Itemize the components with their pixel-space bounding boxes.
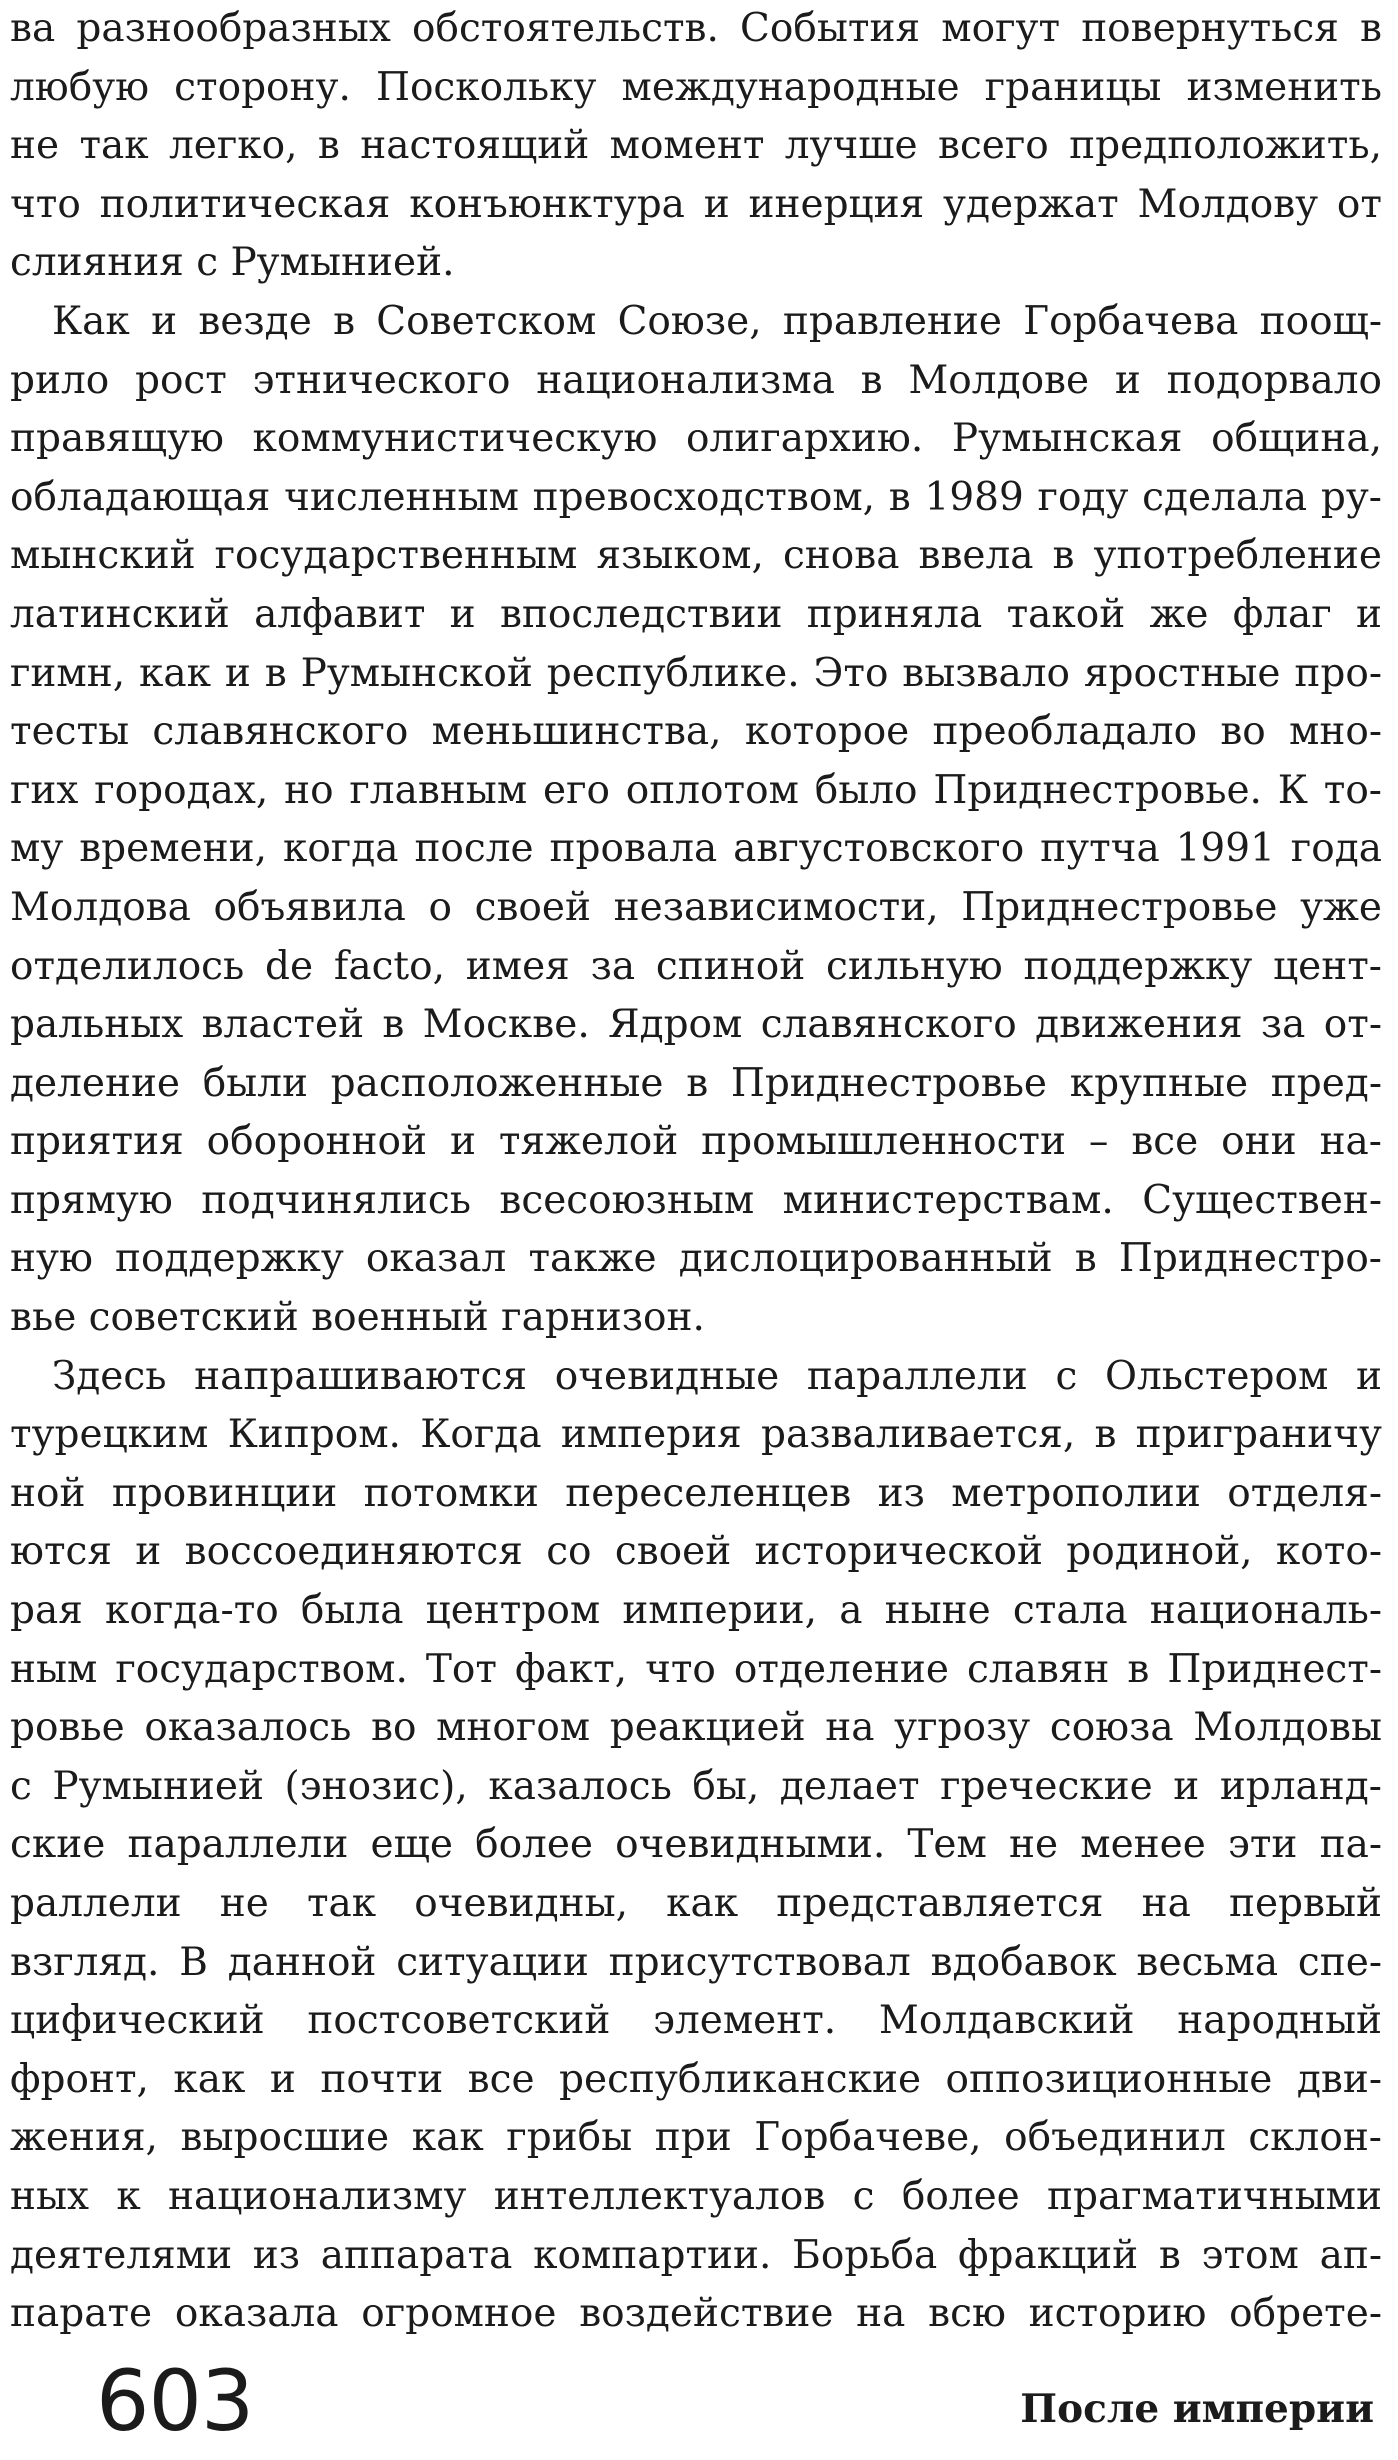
paragraph-first-line: Здесь напрашиваются очевидные параллели с Ольстером и — [52, 1353, 1382, 1399]
text-line: прямую подчинялись всесоюзным министерствам. Существен- — [10, 1177, 1382, 1223]
text-line: обладающая численным превосходством, в 1989 году сделала ру- — [10, 474, 1382, 520]
paragraph-first-line: Как и везде в Советском Союзе, правление Горбачева поощ- — [52, 298, 1382, 344]
text-line: что политическая конъюнктура и инерция удержат Молдову от — [10, 181, 1382, 227]
body-text — [10, 0, 1382, 2344]
text-line: турецким Кипром. Когда империя разваливается, в приграничу — [10, 1412, 1382, 1458]
text-line: гих городах, но главным его оплотом было Приднестровье. К то- — [10, 767, 1382, 813]
text-line: вье советский военный гарнизон. — [10, 1295, 705, 1341]
text-line: ровье оказалось во многом реакцией на угрозу союза Молдовы — [10, 1705, 1382, 1751]
text-line: правящую коммунистическую олигархию. Румынская община, — [10, 416, 1382, 462]
text-line: ным государством. Тот факт, что отделение славян в Приднест- — [10, 1646, 1382, 1692]
text-line: ские параллели еще более очевидными. Тем не менее эти па- — [10, 1822, 1382, 1868]
text-line: ную поддержку оказал также дислоцированный в Приднестро- — [10, 1236, 1382, 1282]
text-line: цифический постсоветский элемент. Молдавский народный — [10, 1998, 1382, 2044]
text-line: ных к национализму интеллектуалов с более прагматичными — [10, 2173, 1382, 2219]
text-line: фронт, как и почти все республиканские оппозиционные дви- — [10, 2056, 1382, 2102]
text-line: парате оказала огромное воздействие на всю историю обрете- — [10, 2291, 1382, 2337]
text-line: мынский государственным языком, снова ввела в употребление — [10, 533, 1382, 579]
text-line: приятия оборонной и тяжелой промышленности – все они на- — [10, 1119, 1382, 1165]
text-line: не так легко, в настоящий момент лучше всего предположить, — [10, 123, 1382, 169]
text-line: слияния с Румынией. — [10, 240, 455, 286]
text-line: ва разнообразных обстоятельств. События могут повернуться в — [10, 6, 1382, 51]
text-line: Молдова объявила о своей независимости, Приднестровье уже — [10, 884, 1382, 930]
text-line: ются и воссоединяются со своей исторической родиной, кото- — [10, 1529, 1382, 1575]
page-footer — [10, 2352, 1382, 2450]
text-line: с Румынией (энозис), казалось бы, делает греческие и ирланд- — [10, 1763, 1382, 1809]
text-line: рая когда-то была центром империи, а ныне стала националь- — [10, 1588, 1382, 1634]
text-line: тесты славянского меньшинства, которое преобладало во мно- — [10, 709, 1382, 755]
text-line: му времени, когда после провала августовского путча 1991 года — [10, 826, 1382, 872]
text-line: рило рост этнического национализма в Молдове и подорвало — [10, 357, 1382, 403]
running-title: После империи — [1020, 2386, 1374, 2432]
text-line: гимн, как и в Румынской республике. Это вызвало яростные про- — [10, 650, 1382, 696]
text-line: раллели не так очевидны, как представляется на первый — [10, 1881, 1382, 1926]
text-line: деятелями из аппарата компартии. Борьба фракций в этом ап- — [10, 2232, 1382, 2278]
text-line: взгляд. В данной ситуации присутствовал вдобавок весьма спе- — [10, 1939, 1382, 1985]
text-line: жения, выросшие как грибы при Горбачеве, объединил склон- — [10, 2115, 1382, 2161]
text-line: ральных властей в Москве. Ядром славянского движения за от- — [10, 1002, 1382, 1048]
text-line: ной провинции потомки переселенцев из метрополии отделя- — [10, 1470, 1382, 1516]
text-line: латинский алфавит и впоследствии приняла такой же флаг и — [10, 591, 1382, 637]
text-line: любую сторону. Поскольку международные границы изменить — [10, 64, 1382, 110]
page-number: 603 — [96, 2352, 254, 2450]
text-line: отделилось de facto, имея за спиной сильную поддержку цент- — [10, 943, 1382, 989]
text-line: деление были расположенные в Приднестровье крупные пред- — [10, 1060, 1382, 1106]
book-page — [10, 0, 1382, 2460]
